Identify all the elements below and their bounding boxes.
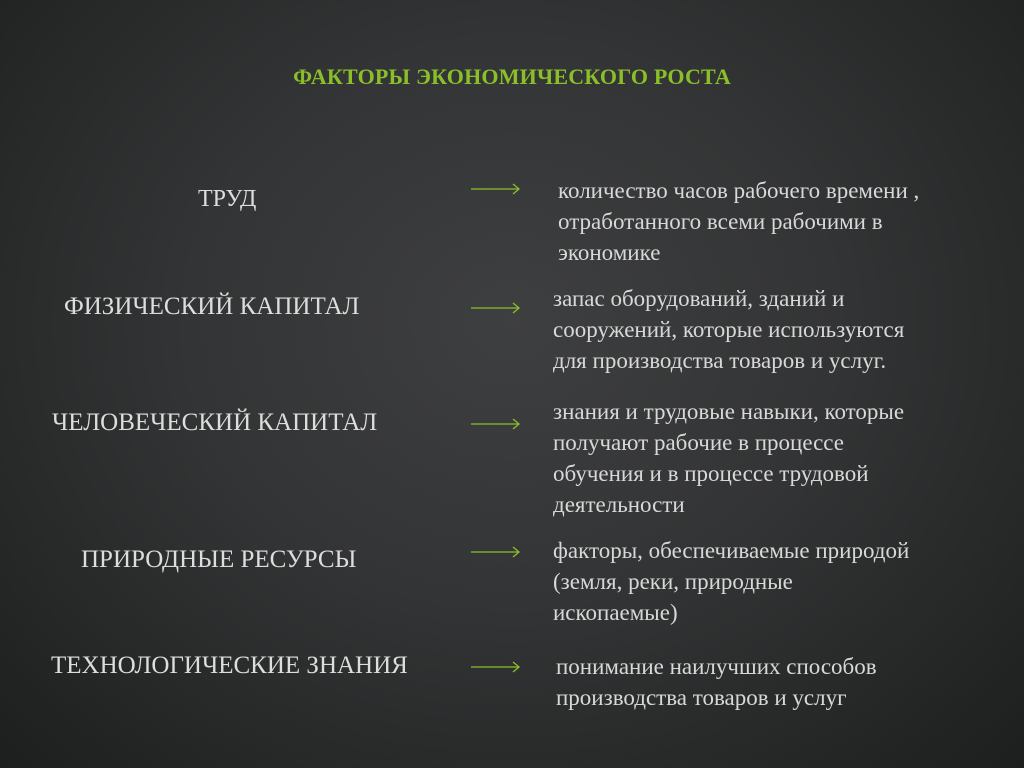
description-line: (земля, реки, природные: [553, 569, 793, 594]
right-arrow-icon: [470, 301, 522, 315]
description-line: получают рабочие в процессе: [553, 430, 845, 455]
right-arrow-icon: [470, 417, 522, 431]
description-line: факторы, обеспечиваемые природой: [553, 538, 910, 563]
right-arrow-icon: [470, 660, 522, 674]
factor-description: [553, 396, 1003, 520]
factor-term: ПРИРОДНЫЕ РЕСУРСЫ: [81, 546, 357, 573]
factor-description: [553, 535, 1003, 628]
description-line: обучения и в процессе трудовой: [553, 461, 869, 486]
factor-term: ЧЕЛОВЕЧЕСКИЙ КАПИТАЛ: [52, 409, 378, 436]
description-line: понимание наилучших способов: [556, 654, 877, 679]
factor-term: ФИЗИЧЕСКИЙ КАПИТАЛ: [64, 293, 360, 320]
right-arrow-icon: [470, 182, 522, 196]
factor-term: ТЕХНОЛОГИЧЕСКИЕ ЗНАНИЯ: [51, 652, 408, 679]
factor-description: [553, 283, 1003, 376]
description-line: сооружений, которые используются: [553, 317, 905, 342]
right-arrow-icon: [470, 545, 522, 559]
description-line: знания и трудовые навыки, которые: [553, 399, 905, 424]
description-line: деятельности: [553, 492, 685, 517]
page-title: ФАКТОРЫ ЭКОНОМИЧЕСКОГО РОСТА: [293, 64, 731, 89]
description-line: экономике: [558, 240, 661, 265]
description-line: запас оборудований, зданий и: [553, 286, 845, 311]
description-line: для производства товаров и услуг.: [553, 348, 887, 373]
description-line: производства товаров и услуг: [556, 685, 847, 710]
description-line: количество часов рабочего времени ,: [558, 178, 920, 203]
description-line: отработанного всеми рабочими в: [558, 209, 883, 234]
factor-description: [556, 651, 1006, 713]
description-line: ископаемые): [553, 600, 678, 625]
factor-term: ТРУД: [198, 186, 257, 212]
factor-description: [558, 175, 1008, 268]
